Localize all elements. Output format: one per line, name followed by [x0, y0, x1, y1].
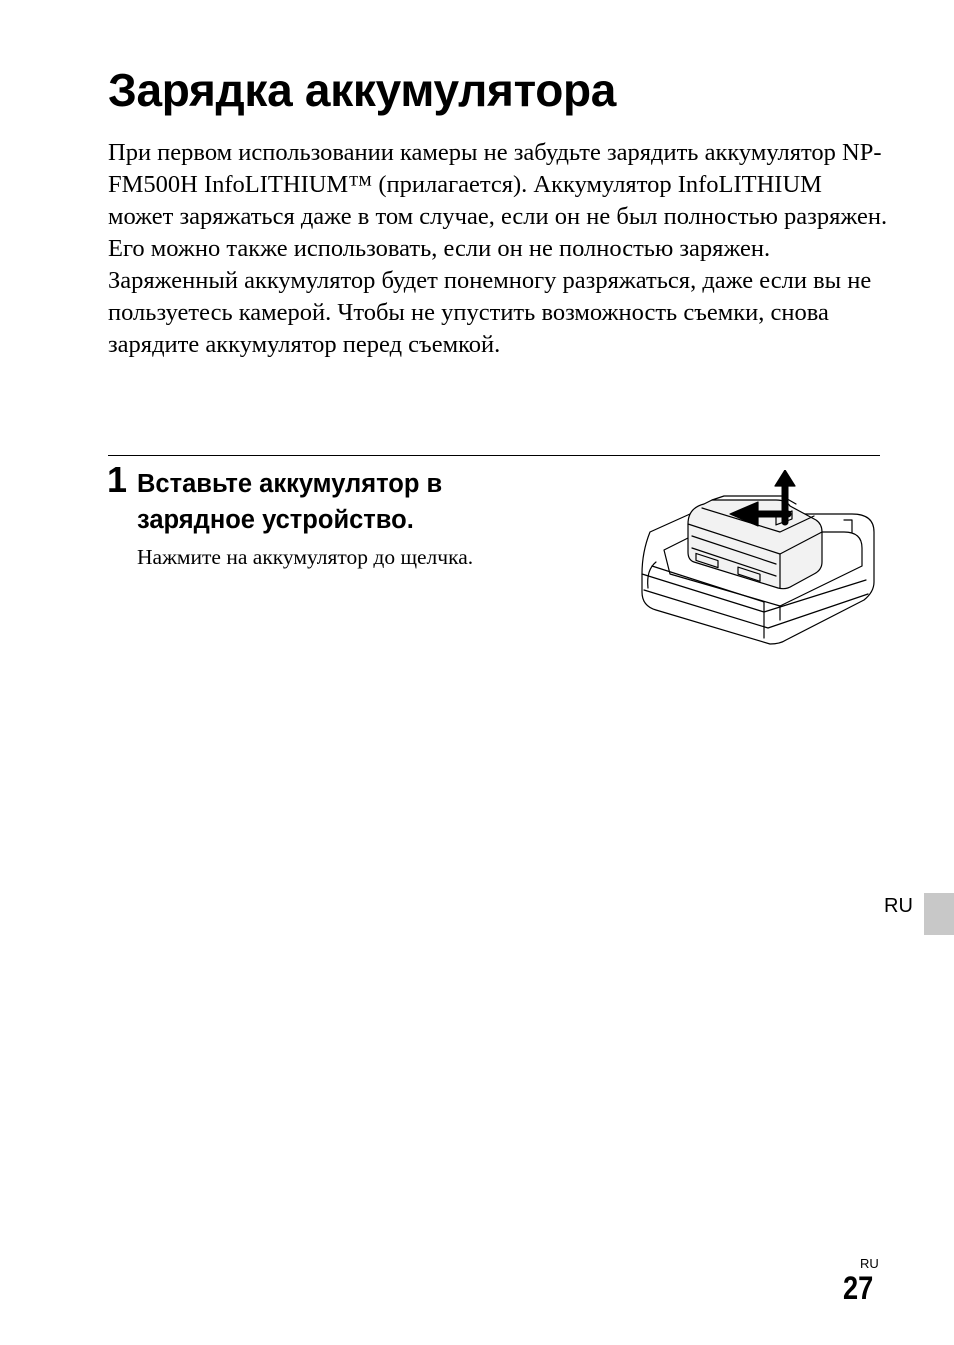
step-number: 1	[107, 459, 128, 500]
page-title: Зарядка аккумулятора	[108, 64, 617, 116]
page-language-code: RU	[860, 1256, 879, 1271]
step-title: Вставьте аккумулятор в зарядное устройство.	[137, 470, 443, 534]
battery-charger-icon	[630, 470, 880, 650]
intro-text	[108, 137, 888, 361]
side-index-tab	[924, 893, 954, 935]
section-divider	[108, 455, 880, 456]
intro-paragraph-2: Его можно также использовать, если он не полностью заряжен. Заряженный аккумулятор будет понемногу разряжаться, даже если вы не пользуетесь камерой. Чтобы не упустить возможность съемки, снова зарядите аккумулятор перед съемкой.	[108, 235, 872, 358]
side-language-label: RU	[884, 895, 913, 917]
step-description: Нажмите на аккумулятор до щелчка.	[137, 545, 474, 569]
page-number: 27	[843, 1270, 874, 1306]
intro-paragraph-1: При первом использовании камеры не забудьте зарядить аккумулятор NP-FM500H InfoLITHIUM™ (прилагается). Аккумулятор InfoLITHIUM может заряжаться даже в том случае, если он не был полностью разряжен.	[108, 139, 888, 230]
